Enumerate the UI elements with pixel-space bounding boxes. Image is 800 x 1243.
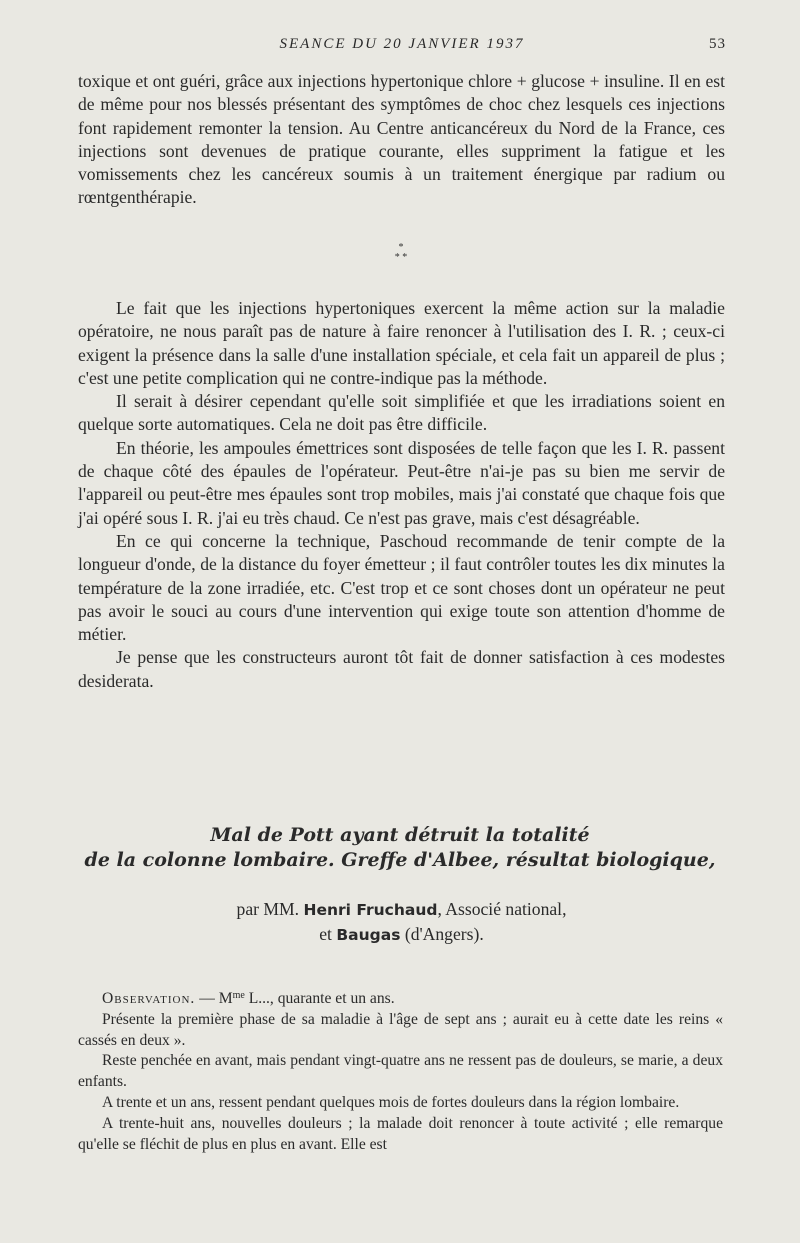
authors-line <box>78 898 725 923</box>
article-title-line: Mal de Pott ayant détruit la totalité <box>210 824 590 846</box>
author-affiliation: , Associé national, <box>437 899 567 919</box>
article-title <box>60 823 740 873</box>
paragraph: Je pense que les constructeurs auront tôt fait de donner satisfaction à ces modestes desiderata. <box>78 647 725 691</box>
authors-prefix: par MM. <box>236 899 300 919</box>
author-name: Henri Fruchaud <box>303 901 438 919</box>
asterism-bottom: * * <box>394 252 408 263</box>
observation-label: Observation. <box>102 990 196 1007</box>
running-title: SEANCE DU 20 JANVIER 1937 <box>279 36 525 52</box>
paragraph: Présente la première phase de sa maladie à l'âge de sept ans ; aurait eu à cette date les reins « cassés en deux ». <box>78 1010 723 1049</box>
paragraph: En théorie, les ampoules émettrices sont disposées de telle façon que les I. R. passent de chaque côté des épaules de l'opérateur. Peut-être n'ai-je pas su bien me servir de l'appareil ou peut-être mes épaules sont trop mobiles, mais j'ai constaté que chaque fois que j'ai opéré sous I. R. j'ai eu très chaud. Ce n'est pas grave, mais c'est désagréable. <box>78 437 725 528</box>
running-header <box>78 36 726 58</box>
asterism-top: * <box>398 242 404 253</box>
section-separator-asterism <box>386 243 416 273</box>
authors-line <box>78 923 725 948</box>
discussion-text-block <box>78 297 725 693</box>
paragraph: En ce qui concerne la technique, Paschoud recommande de tenir compte de la longueur d'onde, de la distance du foyer émetteur ; il faut contrôler toutes les dix minutes la température de la zone irradiée, etc. C'est trop et ce sont choses dont un opérateur ne peut pas avoir le souci au cours d'une intervention qui exige toute son attention d'homme de métier. <box>78 530 725 645</box>
paragraph: Le fait que les injections hypertoniques exercent la même action sur la maladie opératoire, ne nous paraît pas de nature à faire renoncer à l'utilisation des I. R. ; ceux-ci exigent la présence dans la salle d'une installation spéciale, et cela fait un appareil de plus ; c'est une petite complication qui ne contre-indique pas la méthode. <box>78 298 725 388</box>
observation-section <box>78 986 723 1155</box>
page-number: 53 <box>709 36 726 52</box>
article-title-line: de la colonne lombaire. Greffe d'Albee, résultat biologique, <box>84 849 716 871</box>
continued-text-block <box>78 70 725 210</box>
paragraph: Reste penchée en avant, mais pendant vingt-quatre ans ne ressent pas de douleurs, se marie, a deux enfants. <box>78 1052 723 1091</box>
paragraph: toxique et ont guéri, grâce aux injections hypertonique chlore + glucose + insuline. Il en est de même pour nos blessés présentant des symptômes de choc chez lesquels ces injections font rapidement remonter la tension. Au Centre anticancéreux du Nord de la France, ces injections sont devenues de pratique courante, elles suppriment la fatigue et les vomissements chez les cancéreux soumis à un traitement énergique par radium ou rœntgenthérapie. <box>78 71 725 208</box>
paragraph: A trente-huit ans, nouvelles douleurs ; la malade doit renoncer à toute activité ; elle remarque qu'elle se fléchit de plus en plus en avant. Elle est <box>78 1114 723 1153</box>
paragraph: Il serait à désirer cependant qu'elle soit simplifiée et que les irradiations soient en quelque sorte automatiques. Cela ne doit pas être difficile. <box>78 391 725 435</box>
paragraph: A trente et un ans, ressent pendant quelques mois de fortes douleurs dans la région lombaire. <box>102 1093 680 1111</box>
authors-byline <box>78 898 725 947</box>
author-name: Baugas <box>336 925 401 944</box>
authors-conjunction: et <box>319 923 332 944</box>
observation-heading: Observation. — $M^{me}$ L..., quarante et un ans. <box>102 990 395 1007</box>
author-affiliation: (d'Angers). <box>400 923 484 944</box>
